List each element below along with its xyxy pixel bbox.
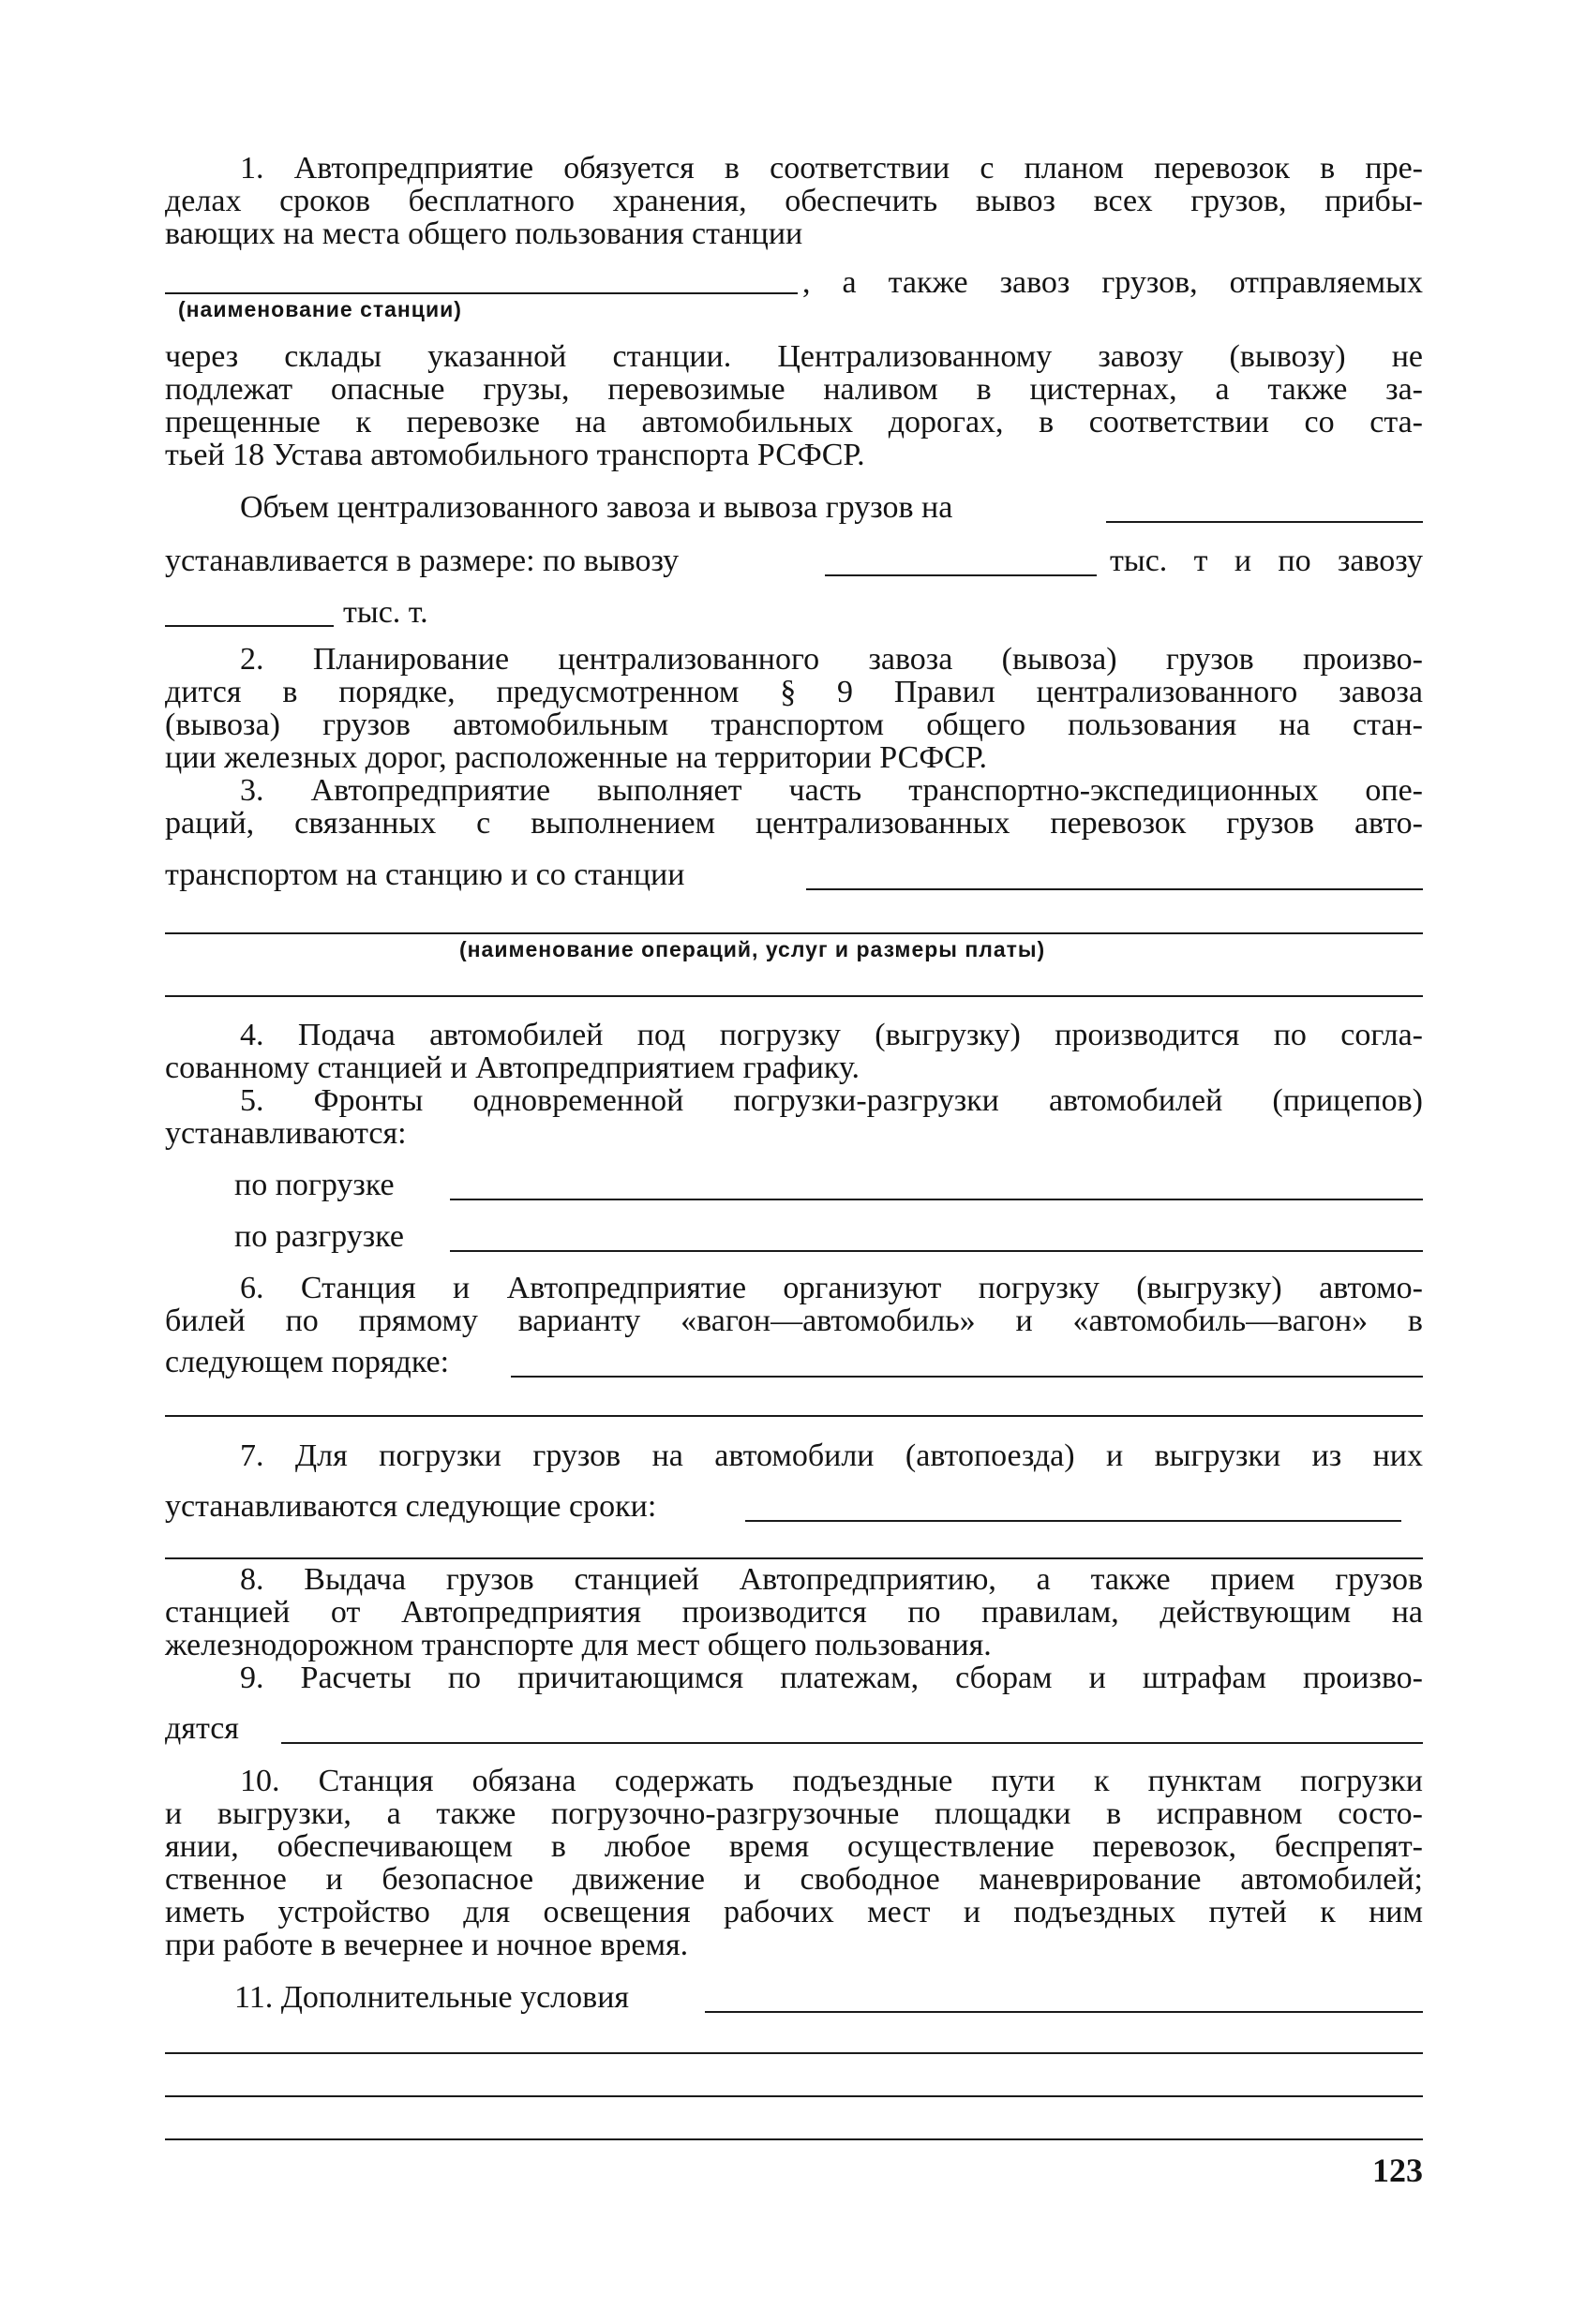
section-10-line-1: 10. Станция обязана содержать подъездные пути к пунктам погрузки [240,1764,1423,1798]
loading-field [450,1199,1423,1200]
import-volume-field [165,625,334,627]
section-10-line-6: при работе в вечернее и ночное время. [165,1928,689,1962]
section-2-line-4: ции железных дорог, расположенные на территории РСФСР. [165,740,988,775]
volume-period-field [1106,521,1423,523]
section-10-line-2: и выгрузки, а также погрузочно-разгрузочные площадки в исправном состо- [165,1796,1423,1831]
section-1-line-6: прещенные к перевозке на автомобильных дорогах, в соответствии со ста- [165,405,1423,439]
section-1-line-4: через склады указанной станции. Централизованному завозу (вывозу) не [165,339,1423,374]
export-volume-label: устанавливается в размере: по вывозу [165,544,680,578]
volume-label: Объем централизованного завоза и вывоза грузов на [240,490,953,525]
section-1-line-2: делах сроков бесплатного хранения, обеспечить вывоз всех грузов, прибы- [165,184,1423,218]
section-11-label: 11. Дополнительные условия [234,1980,630,2015]
additional-conditions-field-3 [165,2095,1423,2097]
section-3-last-label: транспортом на станцию и со станции [165,857,685,892]
section-6-line-1: 6. Станция и Автопредприятие организуют погрузку (выгрузку) автомо- [240,1271,1423,1305]
operations-caption: (наименование операций, услуг и размеры платы) [459,937,1046,961]
loading-label: по погрузке [234,1168,395,1202]
operations-field-2 [165,932,1423,934]
unloading-field [450,1250,1423,1252]
section-7-line-1: 7. Для погрузки грузов на автомобили (автопоезда) и выгрузки из них [240,1438,1423,1473]
page-number: 123 [1372,2152,1423,2189]
section-10-line-5: иметь устройство для освещения рабочих мест и подъездных путей к ним [165,1895,1423,1929]
station-name-caption: (наименование станции) [178,297,462,321]
section-1-line-7: тьей 18 Устава автомобильного транспорта РСФСР. [165,438,865,472]
payments-field [281,1742,1423,1744]
import-volume-label: тыс. т и по завозу [1110,544,1423,578]
station-name-field [165,292,798,294]
unit-end-text: тыс. т. [343,595,428,630]
section-4-line-1: 4. Подача автомобилей под погрузку (выгрузку) производится по согла- [240,1018,1423,1052]
section-8-line-2: станцией от Автопредприятия производится по правилам, действующим на [165,1595,1423,1630]
section-2-line-3: (вывоза) грузов автомобильным транспортом общего пользования на стан- [165,708,1423,742]
section-1-line-1: 1. Автопредприятие обязуется в соответствии с планом перевозок в пре- [240,151,1423,186]
section-1-line-3: вающих на места общего пользования станции [165,216,803,251]
blank-suffix-text: , а также завоз грузов, отправляемых [802,265,1423,300]
section-9-line-1: 9. Расчеты по причитающимся платежам, сборам и штрафам произво- [240,1661,1423,1695]
section-2-line-2: дится в порядке, предусмотренном § 9 Правил централизованного завоза [165,675,1423,709]
section-9-last-label: дятся [165,1711,239,1746]
section-3-line-1: 3. Автопредприятие выполняет часть транспортно-экспедиционных опе- [240,773,1423,808]
operations-field-1 [806,888,1423,890]
section-7-last-label: устанавливаются следующие сроки: [165,1489,657,1524]
additional-conditions-field-2 [165,2052,1423,2054]
section-10-line-4: ственное и безопасное движение и свободное маневрирование автомобилей; [165,1862,1423,1897]
section-6-line-2: билей по прямому варианту «вагон—автомобиль» и «автомобиль—вагон» в [165,1304,1423,1338]
section-1-line-5: подлежат опасные грузы, перевозимые наливом в цистернах, а также за- [165,372,1423,407]
section-5-line-1: 5. Фронты одновременной погрузки-разгрузки автомобилей (прицепов) [240,1083,1423,1118]
unloading-label: по разгрузке [234,1219,404,1254]
additional-conditions-field-4 [165,2138,1423,2140]
additional-conditions-field-1 [705,2011,1423,2013]
section-3-line-2: раций, связанных с выполнением централизованных перевозок грузов авто- [165,806,1423,841]
order-field-2 [165,1415,1423,1417]
section-6-last-label: следующем порядке: [165,1345,450,1379]
export-volume-field [825,574,1097,576]
section-5-line-2: устанавливаются: [165,1116,407,1151]
section-2-line-1: 2. Планирование централизованного завоза (вывоза) грузов произво- [240,642,1423,677]
order-field-1 [511,1376,1423,1378]
terms-field-1 [745,1520,1401,1522]
section-8-line-3: железнодорожном транспорте для мест общего пользования. [165,1628,992,1662]
terms-field-2 [165,1557,1423,1559]
operations-field-3 [165,995,1423,997]
section-4-line-2: сованному станцией и Автопредприятием графику. [165,1050,860,1085]
section-8-line-1: 8. Выдача грузов станцией Автопредприятию, а также прием грузов [240,1562,1423,1597]
section-10-line-3: янии, обеспечивающем в любое время осуществление перевозок, беспрепят- [165,1829,1423,1864]
